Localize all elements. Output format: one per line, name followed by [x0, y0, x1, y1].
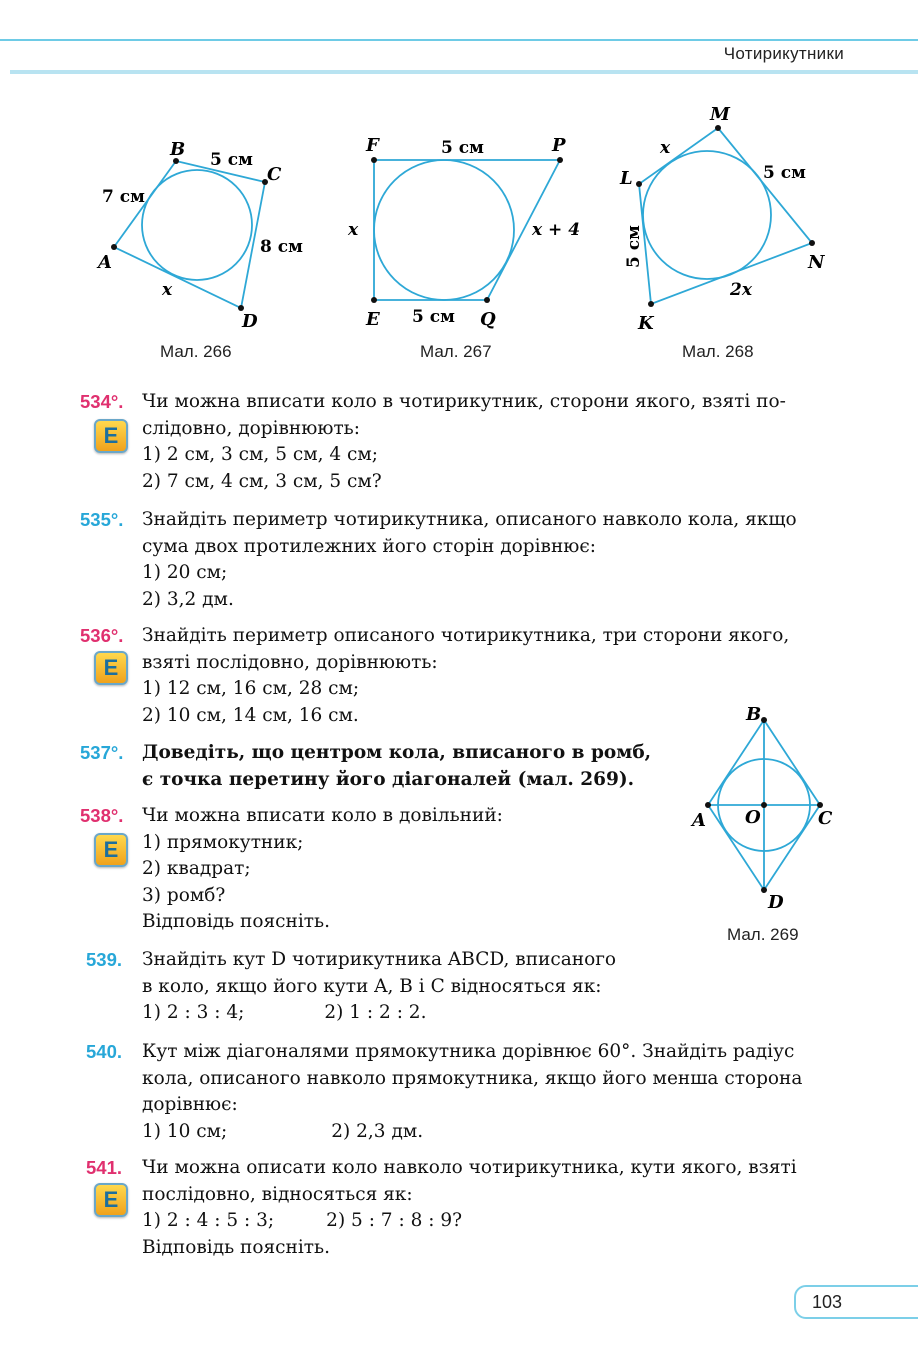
- problem-number: 536°.: [80, 625, 124, 646]
- problem-number: 541.: [86, 1157, 123, 1178]
- problem-option: 2) 10 см, 14 см, 16 см.: [142, 704, 359, 726]
- e-badge-icon: Е: [94, 1183, 128, 1217]
- point-label-p: P: [552, 135, 566, 156]
- problem-539: [80, 947, 860, 1027]
- point-label-m: M: [710, 104, 730, 125]
- problem-number: 539.: [86, 949, 123, 970]
- problem-text: послідовно, відносяться як:: [142, 1183, 413, 1205]
- problem-536: [80, 623, 860, 729]
- side-label-pq: x + 4: [532, 220, 581, 240]
- problem-538: [80, 803, 860, 936]
- point-label-f: F: [366, 135, 379, 156]
- figure-267: [340, 125, 590, 335]
- header-rule: [0, 39, 918, 41]
- header-band: [10, 70, 918, 74]
- point-label-a: A: [692, 810, 706, 831]
- problem-option: 2) квадрат;: [142, 858, 251, 879]
- side-label-fe: x: [348, 220, 359, 240]
- side-label-ad: x: [162, 280, 173, 300]
- side-label-kn: 2x: [730, 280, 752, 300]
- problem-text: сума двох протилежних його сторін дорівнює:: [142, 535, 596, 557]
- e-badge-icon: Е: [94, 419, 128, 453]
- problem-text: Відповідь поясніть.: [142, 1236, 330, 1258]
- point-label-d: D: [242, 311, 258, 332]
- figure-266: [90, 130, 320, 335]
- problem-text: є точка перетину його діагоналей (мал. 269).: [142, 768, 635, 790]
- side-label-bc: 5 см: [210, 150, 253, 170]
- problem-534: [80, 389, 860, 495]
- side-label-lm: x: [660, 138, 671, 158]
- side-label-cd: 8 см: [260, 237, 303, 257]
- page-number: 103: [812, 1292, 843, 1312]
- side-label-fp: 5 см: [441, 138, 484, 158]
- problem-540: [80, 1039, 860, 1145]
- figure-268: [610, 100, 850, 335]
- problem-text: взяті послідовно, дорівнюють:: [142, 651, 438, 673]
- problem-text: Відповідь поясніть.: [142, 911, 330, 932]
- problem-option: 1) 10 см;: [142, 1120, 228, 1142]
- problem-number: 537°.: [80, 742, 124, 763]
- caption-266: Мал. 266: [160, 342, 232, 361]
- point-label-b: B: [746, 704, 762, 725]
- problem-option: 1) 20 см;: [142, 562, 228, 583]
- problem-option: 1) 2 см, 3 см, 5 см, 4 см;: [142, 444, 378, 465]
- point-label-q: Q: [480, 309, 496, 330]
- point-label-o: O: [745, 807, 761, 828]
- point-label-b: B: [170, 139, 186, 160]
- problem-option: 3) ромб?: [142, 884, 226, 906]
- point-label-c: C: [267, 164, 282, 185]
- problem-option: 2) 7 см, 4 см, 3 см, 5 см?: [142, 470, 382, 492]
- problem-text: Доведіть, що центром кола, вписаного в ромб,: [142, 742, 652, 763]
- problem-number: 540.: [86, 1041, 123, 1062]
- side-label-mn: 5 см: [763, 163, 806, 183]
- problem-number: 535°.: [80, 509, 124, 530]
- caption-267: Мал. 267: [420, 342, 492, 361]
- caption-268: Мал. 268: [682, 342, 754, 361]
- point-label-n: N: [808, 252, 825, 273]
- problem-option: 2) 2,3 дм.: [331, 1120, 424, 1142]
- side-label-lk: 5 см: [624, 225, 644, 268]
- problem-535: [80, 507, 860, 613]
- problem-text: Чи можна вписати коло в чотирикутник, сторони якого, взяті по-: [142, 391, 786, 412]
- e-badge-icon: Е: [94, 651, 128, 685]
- e-badge-icon: Е: [94, 833, 128, 867]
- problem-text: Чи можна описати коло навколо чотирикутника, кути якого, взяті: [142, 1157, 797, 1178]
- problem-text: Знайдіть кут D чотирикутника ABCD, вписаного: [142, 949, 617, 970]
- problem-number: 538°.: [80, 805, 124, 826]
- problem-text: дорівнює:: [142, 1094, 238, 1115]
- problem-541: [80, 1155, 860, 1261]
- problem-number: 534°.: [80, 391, 124, 412]
- point-label-a: A: [98, 252, 112, 273]
- problem-option: 2) 5 : 7 : 8 : 9?: [326, 1210, 463, 1231]
- problem-answers: [142, 1208, 860, 1235]
- problem-text: слідовно, дорівнюють:: [142, 417, 360, 439]
- problem-text: Чи можна вписати коло в довільний:: [142, 805, 503, 826]
- problem-option: 1) 2 : 3 : 4;: [142, 1002, 245, 1023]
- problem-text: Знайдіть периметр описаного чотирикутника, три сторони якого,: [142, 625, 790, 646]
- point-label-l: L: [620, 168, 633, 189]
- point-label-e: E: [366, 309, 380, 330]
- problem-option: 2) 1 : 2 : 2.: [324, 1002, 427, 1023]
- problem-answers: [142, 1000, 860, 1027]
- problem-text: Знайдіть периметр чотирикутника, описаного навколо кола, якщо: [142, 509, 797, 530]
- problem-option: 2) 3,2 дм.: [142, 588, 234, 610]
- caption-269: Мал. 269: [727, 925, 799, 944]
- problem-537: [80, 740, 860, 793]
- point-label-c: C: [818, 808, 833, 829]
- problem-text: кола, описаного навколо прямокутника, якщо його менша сторона: [142, 1067, 803, 1089]
- side-label-eq: 5 см: [412, 307, 455, 327]
- problem-option: 1) 12 см, 16 см, 28 см;: [142, 678, 360, 699]
- problem-answers: [142, 1119, 860, 1146]
- section-title: Чотирикутники: [723, 44, 844, 63]
- problem-option: 1) прямокутник;: [142, 831, 304, 853]
- problem-text: в коло, якщо його кути A, B і C відносяться як:: [142, 975, 602, 997]
- point-label-d: D: [768, 892, 784, 913]
- problem-text: Кут між діагоналями прямокутника дорівнює 60°. Знайдіть радіус: [142, 1041, 795, 1062]
- side-label-ab: 7 см: [102, 187, 145, 207]
- point-label-k: K: [638, 313, 654, 334]
- problem-option: 1) 2 : 4 : 5 : 3;: [142, 1210, 275, 1231]
